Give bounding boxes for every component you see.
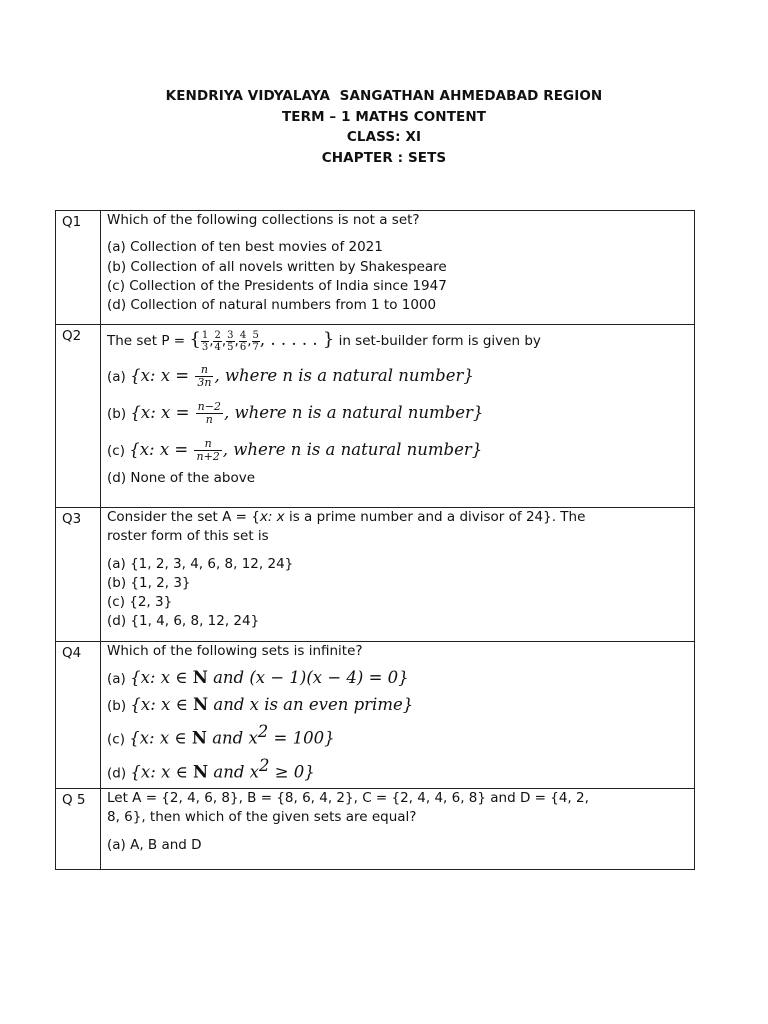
set-fraction: $\frac{5}{7}$ [252,329,259,353]
option-b: (b) {1, 2, 3} [107,574,191,591]
question-stem: Which of the following sets is infinite? [107,643,363,659]
question-number: Q3 [56,508,101,642]
option-a: (a) Collection of ten best movies of 2021 [107,239,383,256]
header-line-class: CLASS: XI [346,129,422,146]
header-line-chapter: CHAPTER : SETS [321,150,447,167]
header-line-term: TERM – 1 MATHS CONTENT [281,108,487,125]
option-c: (c) Collection of the Presidents of India since 1947 [107,277,447,294]
option-d: (d) {1, 4, 6, 8, 12, 24} [107,613,260,630]
option-c: (c) {x: x = $\frac{n}{n+2}$ , where n is a natural number} [107,437,483,463]
option-fraction: $\frac{n}{3n}$ [197,363,212,389]
set-fraction: $\frac{4}{6}$ [239,329,247,353]
stem-prefix: The set P = [107,333,190,349]
stem-suffix: in set-builder form is given by [334,333,541,349]
question-body [101,508,695,642]
question-row-q1 [56,211,695,325]
set-fraction: $\frac{3}{5}$ [227,329,234,353]
option-fraction: $\frac{n-2}{n}$ [197,400,221,426]
question-number: Q2 [56,325,101,508]
question-number: Q 5 [56,789,101,870]
question-stem-line2: roster form of this set is [107,528,269,545]
question-number: Q1 [56,211,101,325]
option-a: (a) {x: x ∈ N and (x − 1)(x − 4) = 0} [107,668,409,688]
question-row-q5 [56,789,695,870]
set-fraction: $\frac{1}{3}$ [201,329,209,353]
question-stem: Let A = {2, 4, 6, 8}, B = {8, 6, 4, 2}, C = {2, 4, 4, 6, 8} and D = {4, 2, [107,790,589,806]
questions-table [55,210,695,870]
option-fraction: $\frac{n}{n+2}$ [196,437,220,463]
option-b: (b) Collection of all novels written by Shakespeare [107,258,447,275]
question-number: Q4 [56,642,101,789]
header-line-region: KENDRIYA VIDYALAYA SANGATHAN AHMEDABAD REGION [165,88,603,104]
option-d: (d) Collection of natural numbers from 1 to 1000 [107,297,437,314]
option-b: (b) {x: x ∈ N and x is an even prime} [107,695,414,715]
question-body [101,211,695,325]
set-fraction: $\frac{2}{4}$ [214,329,221,353]
option-d: (d) None of the above [107,470,256,486]
option-d: (d) {x: x ∈ N and $x^2 \ge 0$} [107,755,315,782]
document-header [0,86,768,169]
option-a: (a) A, B and D [107,836,202,853]
question-stem: The set P = { $\frac{1}{3}$ , $\frac{2}{4}$ , $\frac{3}{5}$ , $\frac{4}{6}$ , $\frac{5}{7}$ , . . . . . } in set-builder form is given by [107,329,541,353]
option-c: (c) {x: x ∈ N and $x^2 = 100$} [107,722,335,748]
question-row-q3 [56,508,695,642]
question-body [101,642,695,789]
question-stem: Which of the following collections is not a set? [107,212,420,228]
option-b: (b) {x: x = $\frac{n-2}{n}$ , where n is a natural number} [107,400,484,426]
option-a: (a) {1, 2, 3, 4, 6, 8, 12, 24} [107,555,294,572]
question-row-q2 [56,325,695,508]
question-stem-line2: 8, 6}, then which of the given sets are equal? [107,809,417,826]
question-stem: Consider the set A = {x: x is a prime number and a divisor of 24}. The [107,509,586,525]
question-body [101,325,695,508]
option-c: (c) {2, 3} [107,594,173,611]
question-body [101,789,695,870]
stem-italic: x: x [259,509,285,525]
option-a: (a) {x: x = $\frac{n}{3n}$ , where n is a natural number} [107,363,474,389]
question-row-q4 [56,642,695,789]
